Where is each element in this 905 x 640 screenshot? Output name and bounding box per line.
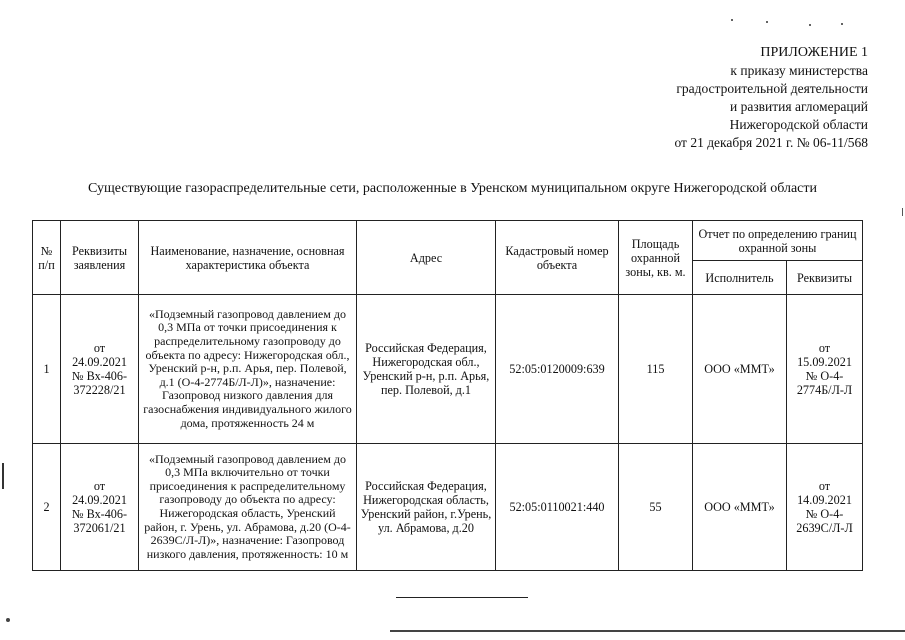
- request-date: 24.09.2021: [72, 355, 127, 369]
- cell-address: Российская Федерация, Нижегородская область, Уренский район, г.Урень, ул. Абрамова, д.20: [357, 444, 496, 571]
- scan-edge-line: [390, 630, 905, 632]
- request-number-suffix: 372061/21: [73, 521, 126, 535]
- report-number: № О-4-: [805, 507, 844, 521]
- cell-num: 2: [33, 444, 61, 571]
- report-number: № О-4-: [805, 369, 844, 383]
- appendix-line: к приказу министерства: [730, 63, 868, 78]
- report-number-suffix: 2639С/Л-Л: [796, 521, 853, 535]
- appendix-title: ПРИЛОЖЕНИЕ 1: [760, 45, 868, 60]
- request-prefix: от: [93, 479, 106, 493]
- scan-edge-mark: [2, 463, 4, 489]
- appendix-header: [674, 44, 868, 152]
- request-date: 24.09.2021: [72, 493, 127, 507]
- column-header-num: № п/п: [33, 221, 61, 295]
- gas-networks-table: [32, 220, 863, 571]
- report-prefix: от: [818, 341, 831, 355]
- end-of-document-rule: [396, 597, 528, 598]
- cell-address: Российская Федерация, Нижегородская обл., Уренский р-н, р.п. Арья, пер. Полевой, д.1: [357, 295, 496, 444]
- cell-object-description: «Подземный газопровод давлением до 0,3 МПа от точки присоединения к распределительному газопроводу до объекта по адресу: Нижегородская обл., Уренский р-н, р.п. Арья, пер. Полевой, д.1 (О-4-2774Б/Л-Л)», назначение: Газопровод низкого давления для газоснабжения индивидуального жилого дома, протяженность 24 м: [139, 295, 357, 444]
- column-header-cadastral: Кадастровый номер объекта: [496, 221, 619, 295]
- cell-object-description: «Подземный газопровод давлением до 0,3 МПа включительно от точки присоединения к распределительному газопроводу до объекта по адресу: Нижегородская область, Уренский район, г. Урень, ул. Абрамова, д.20 (О-4-2639С/Л-Л)», назначение: Газопровод низкого давления, протяженность: 10 м: [139, 444, 357, 571]
- cell-request: [61, 295, 139, 444]
- column-header-report-details: Реквизиты: [787, 261, 863, 295]
- column-header-report-group: Отчет по определению границ охранной зоны: [693, 221, 863, 261]
- cell-report-details: [787, 295, 863, 444]
- scan-artifact: [902, 208, 903, 216]
- request-number: № Вх-406-: [71, 507, 128, 521]
- scan-artifact: [731, 19, 733, 21]
- report-number-suffix: 2774Б/Л-Л: [796, 383, 853, 397]
- cell-request: [61, 444, 139, 571]
- cell-report-details: [787, 444, 863, 571]
- cell-cadastral: 52:05:0120009:639: [496, 295, 619, 444]
- column-header-name: Наименование, назначение, основная характеристика объекта: [139, 221, 357, 295]
- request-number-suffix: 372228/21: [73, 383, 126, 397]
- cell-executor: ООО «ММТ»: [693, 444, 787, 571]
- column-header-address: Адрес: [357, 221, 496, 295]
- scan-artifact: [766, 21, 768, 23]
- request-number: № Вх-406-: [71, 369, 128, 383]
- scan-artifact: [809, 24, 811, 26]
- document-title: Существующие газораспределительные сети, расположенные в Уренском муниципальном округе Нижегородской области: [87, 181, 818, 196]
- column-header-area: Площадь охранной зоны, кв. м.: [619, 221, 693, 295]
- cell-area: 55: [619, 444, 693, 571]
- cell-cadastral: 52:05:0110021:440: [496, 444, 619, 571]
- report-date: 15.09.2021: [797, 355, 852, 369]
- scan-artifact: [6, 618, 10, 622]
- appendix-line: и развития агломераций: [729, 99, 868, 114]
- cell-executor: ООО «ММТ»: [693, 295, 787, 444]
- report-date: 14.09.2021: [797, 493, 852, 507]
- appendix-line: Нижегородской области: [729, 117, 868, 132]
- cell-area: 115: [619, 295, 693, 444]
- cell-num: 1: [33, 295, 61, 444]
- appendix-order-date: от 21 декабря 2021 г. № 06-11/568: [674, 135, 868, 150]
- report-prefix: от: [818, 479, 831, 493]
- table-row: [33, 444, 863, 571]
- request-prefix: от: [93, 341, 106, 355]
- appendix-line: градостроительной деятельности: [676, 81, 868, 96]
- scan-artifact: [841, 23, 843, 25]
- column-header-executor: Исполнитель: [693, 261, 787, 295]
- table-row: [33, 295, 863, 444]
- column-header-request: Реквизиты заявления: [61, 221, 139, 295]
